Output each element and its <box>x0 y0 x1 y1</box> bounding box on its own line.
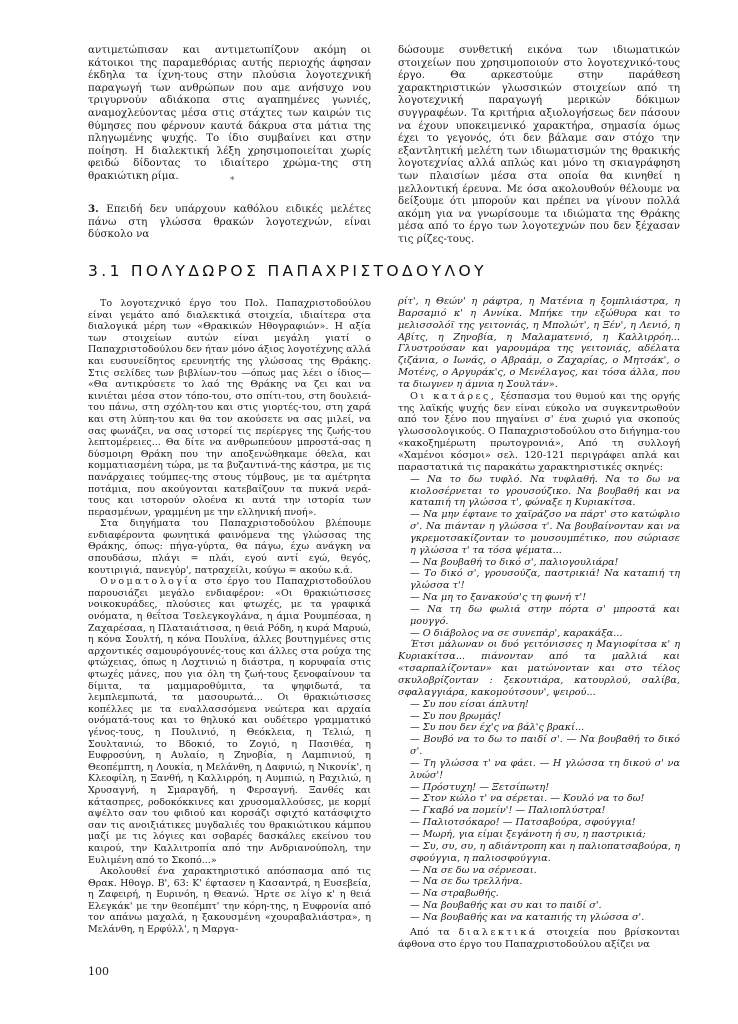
dialogue-line: — Να σε δω τρελλήνα. <box>410 876 523 888</box>
paragraph: στο έργο του Παπαχριστοδούλου παρουσιάζει μεγάλο ενδιαφέρον: «Οι θρακιώτισσες νοικοκυράδες, πλούσιες και φτωχές, με τα γραφικά ονόματα, η θεΐτσα Τσελεγκογλάνα, η άμια Ρουμπέσαα, η Ζαχαρέσαα, η Πλαταιάτισσα, η θειά Ρόδη, η κυρά Μαρυώ, η κόνα Σουλτή, η κόνα Πουλίνα, άλλες βουτηγμένες στις αρχοντικές σαμουρόγουνές-τους και άλλες στα ρούχα της φτώχειας, όπως η Λοχτινιώ η διάστρα, η κορυφαία στις φτωχές μάνες, που για όλη τη ζωή-τους ξενοφαίνουν τα δίμιτα, τα μαμμαροθύμιτα, τα ψηφιδωτά, τα λεμπλεμπωτά, τα μασουρωτά... Οι θρακιώτισσες κοπέλλες με τα εναλλασσόμενα νεώτερα και αρχαία ονόματά-τους και το θηλυκό και ουδέτερο γραμματικό γένος-τους, η Πουλινιό, η Θεόκλεια, η Τελιώ, η Σουλτανιώ, το Βδοκιό, το Ζογιό, η Πασιθέα, η Ευφροσύνη, η Αυλαίο, η Ζηνοβία, η Λαμπινιού, η Θεοπέμπτη, η Λουκία, η Μελάνθη, η Δαφνιώ, η Νικονίκ', η Κλεοφίλη, η Ξανθή, η Καλλιρρόη, η Αυμπιώ, η Ραχιλιώ, η Χρυσαγνή, η Σμαραγδή, η Φερσαγνή. Ξανθές και κάτασπρες, ροδοκόκκινες και χρυσομαλλούσες, με κορμί αψέλτο σαν του φιδιού και κορσάζι σφιχτό κατάσφιχτο σαν τις ανοιξιάτικες μυγδαλιές του θρακιώτικου κάμπου μαζί με τις λόγιες και σοβαρές δασκάλες εκείνου του καιρού, την Καλλιτροπία από την Ανδριανούπολη, την Ευλιμένη από το Σκοπό...» <box>88 576 371 866</box>
spaced-term: Ονοματολογία <box>100 576 200 588</box>
dialogue-line: — Συ που βρωμάς! <box>410 710 502 722</box>
top-right-column <box>398 44 680 246</box>
paragraph: ρίτ', η Θεών' η ράφτρα, η Ματένια η ξομπλιάστρα, η Βαρσαμιό κ' η Αννίκα. Μπήκε την εξώθυρα και το μελισσολόϊ της γειτονιάς, η Μπολώτ', η Ξέν', η Λενιό, η Αβίτς, η Ζηνοβία, η Μαλαματενιό, η Καλλιρρόη... Γλυστρούσαν και γαρουμάρα της γειτονιάς, αδέλατα ζιζάνια, ο Ιωνάς, ο Αβραάμ, ο Ζαχαρίας, ο Μητσάκ', ο Μοτένς, ο Αργυράκ'ς, ο Μενέλαγος, και τόσα άλλα, που τα διωγνεν η άμνια η Σουλτάν». <box>398 296 680 390</box>
dialogue-line: — Ο διάβολος να σε συνεπάρ', καρακάξα... <box>410 627 623 639</box>
dialogue-line: — Τη γλώσσα τ' να φάει. — Η γλώσσα τη δικού σ' να λυώσ'! <box>410 757 680 781</box>
paragraph: αντιμετώπισαν και αντιμετωπίζουν ακόμη οι κάτοικοι της παραμεθόριας αυτής περιοχής άφησαν έκδηλα τα ίχνη-τους στην πλούσια λογοτεχνική παραγωγή των ανθρώπων που αμε ανήσυχο νου τριγυρνούν αδιάκοπα στις αγαπημένες γωνιές, αναμοχλεύοντας μέσα στις στάχτες των καιρών τις θύμησες που φέρνουν καυτά δάκρυα στα μάτια της πληγωμένης ψυχής. Το ίδιο συμβαίνει και στην ποίηση. Η διαλεκτική λέξη χρησιμοποιείται χωρίς φειδώ δίδοντας το ιδιαίτερο χρώμα-της στη θρακιώτικη ρίμα. <box>88 44 371 182</box>
dialogue-line: — Να βουβαθή το δικό σ', παλιογουλιάρα! <box>410 556 619 568</box>
paragraph: Από τα <box>410 926 450 938</box>
dialogue-line: — Συ που δεν έχ'ς να βάλ'ς βρακί... <box>410 722 585 734</box>
top-left-column <box>88 44 371 183</box>
dialogue-line: — Μωρή, για είμαι ξεγάνοτη ή συ, η παστρικιά; <box>410 828 646 840</box>
page-number: 100 <box>88 965 109 978</box>
heading-title: ΠΟΛΥΔΩΡΟΣ ΠΑΠΑΧΡΙΣΤΟΔΟΥΛΟΥ <box>130 262 487 280</box>
dialogue-line: — Να μη το ξανακούσ'ς τη φωνή τ'! <box>410 592 587 604</box>
section-heading <box>88 262 680 280</box>
dialogue-line: — Παλιοτσόκαρο! — Πατσαβούρα, σφούγγια! <box>410 817 636 829</box>
spaced-term: Οι κατάρες, <box>410 390 497 402</box>
spaced-term: διαλεκτικά <box>458 926 538 938</box>
left-body-column <box>88 298 371 936</box>
dialogue-line: — Να βουβαθής και συ και το παιδί σ'. <box>410 900 602 912</box>
dialogue-line: — Πρόστυχη! — Ξετσίπωτη! <box>410 781 550 793</box>
dialogue-line: — Να στραβωθής. <box>410 888 499 900</box>
dialogue-line: — Να βουβαθής και να καταπιής τη γλώσσα σ'. <box>410 911 645 923</box>
heading-number: 3.1 <box>88 262 123 280</box>
paragraph: στοιχεία που βρίσκονται άφθονα στο έργο του Παπαχριστοδούλου αξίζει να <box>398 926 680 950</box>
right-body-column <box>398 296 680 950</box>
paragraph: ξέσπασμα του θυμού και της οργής της λαϊκής ψυχής δεν είναι εύκολο να συγκεντρωθούν από τον ξένο που πηγαίνει σ' ένα χωριό για σκοπούς γλωσσολογικούς. Ο Παπαχριστοδούλου στο διήγημα-του «κακοξημέρωτη πρωτογρονιά», Από τη συλλογή «Χαμένοι κόσμοι» σελ. 120-121 περιγράφει απλά και παραστατικά τις παρακάτω χαρακτηριστικές σκηνές: <box>398 390 681 473</box>
dialogue-line: — Να σε δω να σέρνεσαι. <box>410 864 537 876</box>
dialogue-line: — Συ που είσαι άπλυτη! <box>410 698 529 710</box>
dialogue-line: — Να τη δω φωλιά στην πόρτα σ' μπροστά και μουγγό. <box>410 603 680 627</box>
dialogue-line: — Βουβό να το δω το παιδί σ'. — Να βουβαθή το δικό σ'. <box>410 734 680 758</box>
section-number: 3. <box>88 203 99 215</box>
paragraph: Ακολουθεί ένα χαρακτηριστικό απόσπασμα από τις Θρακ. Ηθογρ. Β', 63: Κ' έφτασεν η Κασαντρά, η Ευσεβεία, η Ζαφειρή, η Ευρινόη, η Θεανώ. Ήρτε σε λίγο κ' η θειά Ελεγκάκ' με την θεοπέμπτ' την κόρη-της, η Ευφρονία από τον απάνω μαχαλά, η ξακουσμένη «χουραβαλιάστρα», η Μελάνθη, η Ερφύλλ', η Μαργα- <box>88 866 371 936</box>
paragraph: Το λογοτεχνικό έργο του Πολ. Παπαχριστοδούλου είναι γεμάτο από διαλεκτικά στοιχεία, ιδιαίτερα στα διαλογικά μέρη των «Θρακικών Ηθογραφιών». Η αξία των στοιχείων αυτών είναι μεγάλη γιατί ο Παπαχριστοδούλου δεν ήταν μόνο άξιος λογοτέχνης αλλά και ευσυνείδητος ερευνητής της γλώσσας της Θράκης. Στις σελίδες των βιβλίων-του —όπως μας λέει ο ίδιος— «Θα αντικρύσετε το λαό της Θράκης να ζει και να κινιέται μέσα στον τόπο-του, στο σπίτι-του, στη δουλειά-του πάνω, στη σχόλη-του και στις γιορτές-του, στη χαρά και στη λύπη-του και θα τον ακούσετε να σας μιλεί, να σας φωνάζει, να σας ιστορεί τις περίεργες της ζωής-του λεπτομέρειες... Θα δίτε να ανθρωπεύουν μπροστά-σας η δύσμοιρη Θράκη που την αποξενώθηκαμε όθελα, και κομματιασμένη τώρα, με τα βυζαντινά-της κάστρα, με τις πανάρχαιες τούμπες-της στους τύμβους, με τα αμέτρητα ποτάμια, που ακούγονται κατεβαίζουν τα πυκνά νερά-τους και ιστορούν ολοένα κι αυτά την ιστορία των περασμένων, γραμμένη με την ελληνική πνοή». <box>88 298 371 518</box>
dialogue-line: — Να το δω τυφλό. Να τυφλαθή. Να το δω να κιολοσέρνεται το γρουσούζικο. Να βουβαθή και να καταπιή τη γλώσσα τ', φώναξε η Κυριακίτσα. <box>410 473 680 509</box>
dialogue-line: — Στον κώλο τ' να σέρεται. — Κουλό να το δω! <box>410 793 645 805</box>
paragraph: Έτσι μάλωναν οι δυό γειτόνισσες η Μαγιοφίτσα κ' η Κυριακίτσα... πιάνονταν από τα μαλλιά και «τσαρπαλίζονταν» και ματώνονταν και στο τέλος σκυλοβρίζονταν : ξεκουτιάρα, κατουρλού, σαλίβα, σφαλαγγιάρα, κακομούτσουν', ψειρού... <box>398 639 680 698</box>
dialogue-line: — Συ, συ, συ, η αδιάντροπη και η παλιοπατσαβούρα, η σφούγγια, η παλιοσφούγγια. <box>410 840 680 864</box>
dialogue-line: — Γκαβό να πομείν'! — Παλιοπλύστρα! <box>410 805 606 817</box>
paragraph: Επειδή δεν υπάρχουν καθόλου ειδικές μελέτες πάνω στη γλώσσα θρακών λογοτεχνών, είναι δύσκολο να <box>88 203 372 241</box>
dialogue-line: — Να μην έφτανε το χαϊράζσο να πάρτ' στο κατώφλιο σ'. Να πιάνταν η γλώσσα τ'. Να βουβαίνονταν και να γκρεμοτσακίζονταν το μουσουμπέτικο, που σώριασε η γλώσσα τ' τα τόσα ψέματα... <box>410 509 680 556</box>
section-divider-star: * <box>230 176 235 186</box>
paragraph: δώσουμε συνθετική εικόνα των ιδιωματικών στοιχείων που χρησιμοποιούν στο λογοτεχνικό-τους έργο. Θα αρκεστούμε στην παράθεση χαρακτηριστικών γλωσσικών στοιχείων από τη λογοτεχνική παραγωγή μερικών δόκιμων συγγραφέων. Τα κριτήρια αξιολογήσεως δεν πάσουν να έχουν υποκειμενικό χαρακτήρα, σημασία όμως έχει το γεγονός, ότι δεν βάλαμε σαν στόχο την εξαντλητική μελέτη των ιδιωματισμών της θρακικής λογοτεχνίας αλλά απλώς και μόνο τη σκιαγράφηση των πλαισίων μέσα στα οποία θα κινηθεί η μελλοντική έρευνα. Με όσα ακολουθούν θέλουμε να δείξουμε ότι μπορούν και πρέπει να γίνουν πολλά ακόμη για να γνωρίσουμε τα ιδιώματα της Θράκης μέσα από το έργο των λογοτεχνών που δεν ξέχασαν τις ρίζες-τους. <box>398 44 680 245</box>
dialogue-line: — Το δικό σ', γρουσούζα, παστρικιά! Να καταπιή τη γλώσσα τ'! <box>410 568 680 592</box>
section-3-intro <box>88 203 371 241</box>
paragraph: Στα διηγήματα του Παπαχριστοδούλου βλέπουμε ενδιαφέροντα φωνητικά φαινόμενα της γλώσσας της Θράκης, όπως: πήγα-γύρτα, θα πάγω, έχω ανάγκη να σπουδάσω, πλάγι = πλάι, εγού αντί εγώ, θεγός, κουτιριγιά, πανεγύρ', πατραχείλι, κούγω = ακούω κ.ά. <box>88 518 371 576</box>
